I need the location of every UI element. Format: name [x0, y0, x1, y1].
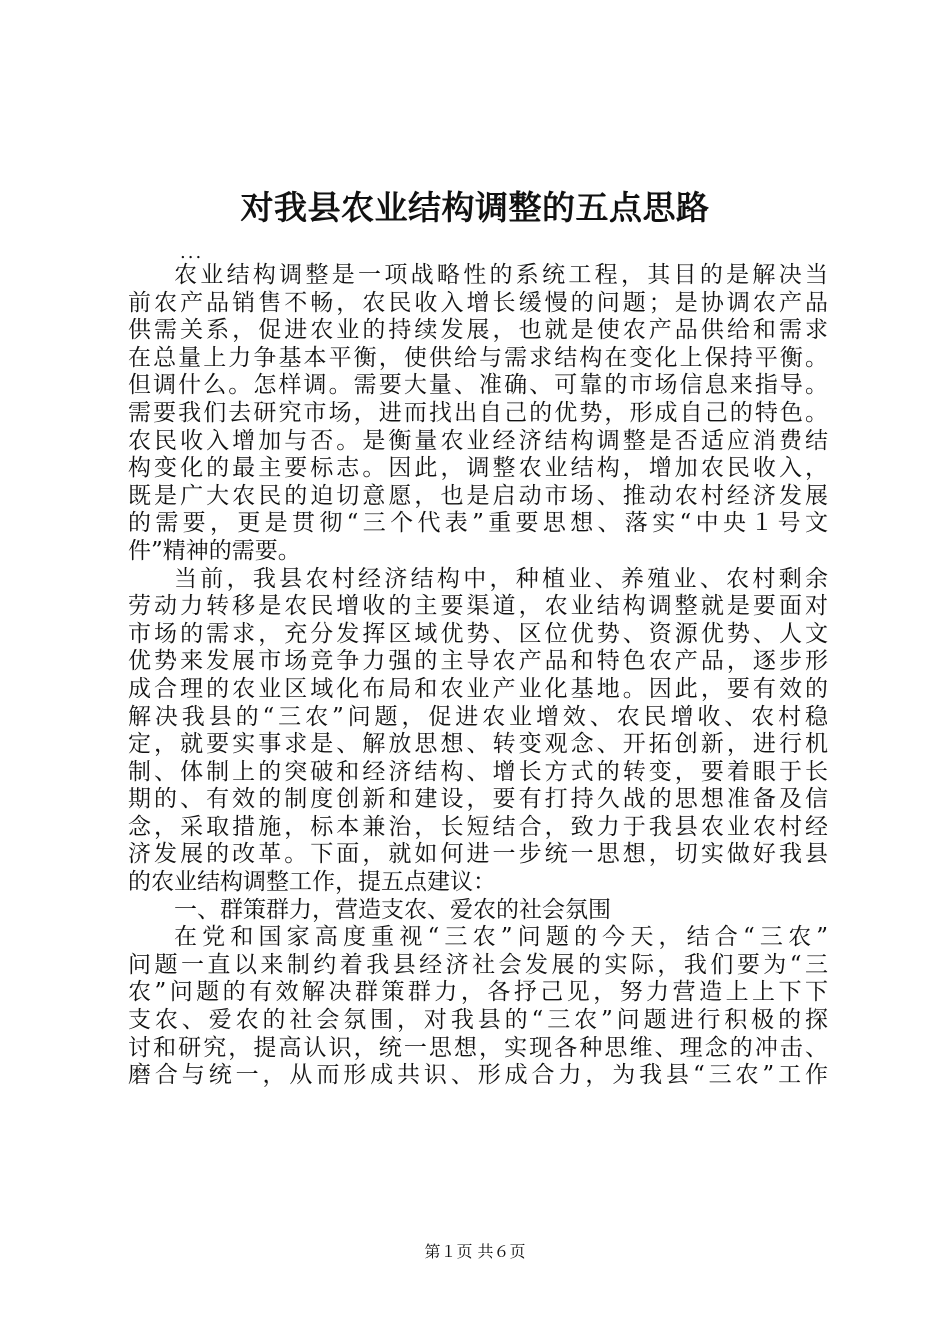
document-body: [128, 262, 828, 1090]
text-line: 在党和国家高度重视“三农”问题的今天，结合“三农”: [174, 924, 828, 951]
text-line: 农业结构调整是一项战略性的系统工程，其目的是解决当: [174, 262, 828, 288]
text-line: 在总量上力争基本平衡，使供给与需求结构在变化上保持平衡。: [128, 344, 828, 371]
text-line: 期的、有效的制度创新和建设，要有打持久战的思想准备及信: [128, 786, 828, 813]
text-line: 成合理的农业区域化布局和农业产业化基地。因此，要有效的: [128, 675, 828, 702]
text-line: 市场的需求，充分发挥区域优势、区位优势、资源优势、人文: [128, 620, 828, 647]
text-line: 优势来发展市场竞争力强的主导农产品和特色农产品，逐步形: [128, 648, 828, 675]
text-line: 问题一直以来制约着我县经济社会发展的实际，我们要为“三: [128, 951, 828, 978]
text-line: 讨和研究，提高认识，统一思想，实现各种思维、理念的冲击、: [128, 1034, 828, 1061]
text-line: 的农业结构调整工作，提五点建议：: [128, 869, 496, 896]
text-line: 件”精神的需要。: [128, 537, 301, 564]
text-line: 既是广大农民的迫切意愿，也是启动市场、推动农村经济发展: [128, 482, 828, 509]
text-line: 的需要，更是贯彻“三个代表”重要思想、落实“中央１号文: [128, 510, 828, 537]
text-line: 制、体制上的突破和经济结构、增长方式的转变，要着眼于长: [128, 758, 828, 785]
text-line: 农”问题的有效解决群策群力，各抒己见，努力营造上上下下: [128, 979, 828, 1006]
document-title: 对我县农业结构调整的五点思路: [240, 188, 710, 227]
ellipsis-mark: ...: [180, 242, 204, 263]
text-line: 解决我县的“三农”问题，促进农业增效、农民增收、农村稳: [128, 703, 828, 730]
text-line: 前农产品销售不畅，农民收入增长缓慢的问题；是协调农产品: [128, 289, 828, 316]
text-line: 磨合与统一，从而形成共识、形成合力，为我县“三农”工作: [128, 1062, 828, 1089]
section-heading: 一、群策群力，营造支农、爱农的社会氛围: [174, 896, 611, 923]
text-line: 供需关系，促进农业的持续发展，也就是使农产品供给和需求: [128, 317, 828, 344]
text-line: 需要我们去研究市场，进而找出自己的优势，形成自己的特色。: [128, 399, 828, 426]
text-line: 定，就要实事求是、解放思想、转变观念、开拓创新，进行机: [128, 731, 828, 758]
text-line: 当前，我县农村经济结构中，种植业、养殖业、农村剩余: [174, 565, 828, 592]
text-line: 济发展的改革。下面，就如何进一步统一思想，切实做好我县: [128, 841, 828, 868]
text-line: 农民收入增加与否。是衡量农业经济结构调整是否适应消费结: [128, 427, 828, 454]
page-footer: 第１页 共６页: [424, 1242, 526, 1261]
text-line: 念，采取措施，标本兼治，长短结合，致力于我县农业农村经: [128, 813, 828, 840]
text-line: 但调什么。怎样调。需要大量、准确、可靠的市场信息来指导。: [128, 372, 828, 399]
text-line: 构变化的最主要标志。因此，调整农业结构，增加农民收入，: [128, 455, 828, 482]
text-line: 支农、爱农的社会氛围，对我县的“三农”问题进行积极的探: [128, 1007, 828, 1034]
text-line: 劳动力转移是农民增收的主要渠道，农业结构调整就是要面对: [128, 593, 828, 620]
